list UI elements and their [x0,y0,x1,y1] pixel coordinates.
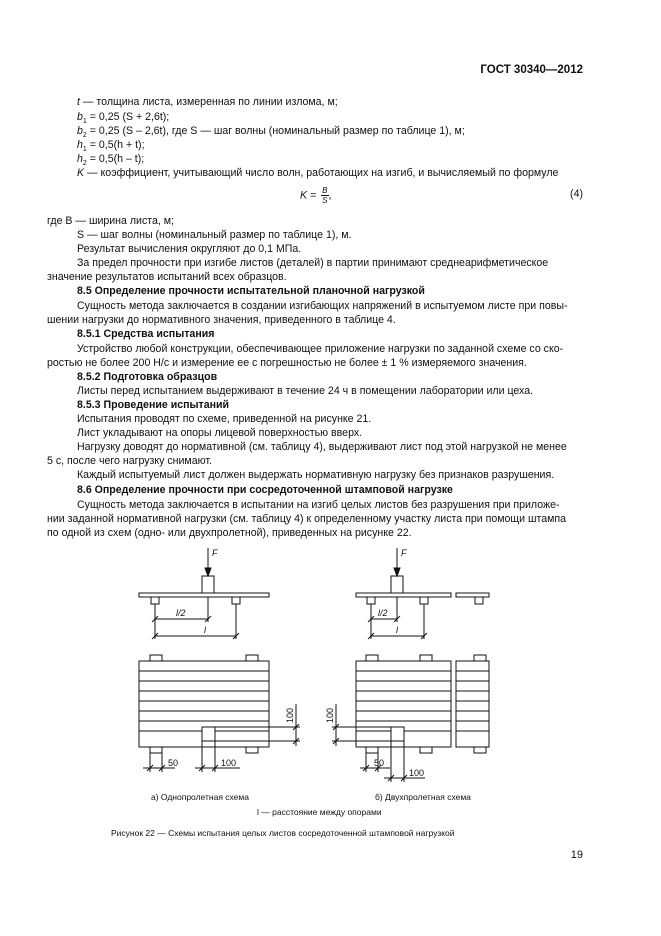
section-8-5-3-title: 8.5.3 Проведение испытаний [77,399,230,411]
rounding: Результат вычисления округляют до 0,1 МПа. [77,243,302,255]
page-number: 19 [570,849,583,861]
scheme-b-label: б) Двухпролетная схема [375,792,471,802]
scheme-a-label: а) Однопролетная схема [151,792,249,802]
formula-number: (4) [570,188,583,200]
def-t: t — толщина листа, измеренная по линии излома, м; [77,96,338,108]
def-k: K — коэффициент, учитывающий число волн, работающих на изгиб, и вычисляемый по формуле [77,167,559,179]
span-label-a: l [204,625,206,635]
s851-line-2: ростью не более 200 Н/с и измерение ее с погрешностью не более ± 1 % измеряемого значения. [47,357,527,369]
s853-line-3: Нагрузку доводят до нормативной (см. таблицу 4), выдерживают лист под этой нагрузкой не менее [77,441,567,453]
section-8-5-title: 8.5 Определение прочности испытательной планочной нагрузкой [77,285,425,297]
dim-100-b: 100 [409,768,425,778]
formula-lhs: K = [300,189,317,202]
s85-line-2: шении нагрузки до нормативного значения, приведенного в таблице 4. [47,314,396,326]
scheme-b [332,548,489,782]
formula-denominator: S [322,196,328,205]
half-span-label-a: l/2 [176,608,186,618]
arrowhead-icon [205,568,211,576]
support-left-b [367,597,375,604]
figure-caption: Рисунок 22 — Схемы испытания целых листов сосредоточенной штамповой нагрузкой [111,828,455,838]
punch-a [202,576,214,593]
s852-line-1: Листы перед испытанием выдерживают в течение 24 ч в помещении лаборатории или цеха. [77,385,534,397]
def-h1: $h_1 = 0,5(h + t)$; [77,139,145,154]
support-mid-b [420,597,428,604]
s85-line-1: Сущность метода заключается в создании изгибающих напряжений в испытуемом листе при повы- [77,300,568,312]
sheet-side-a [139,593,269,597]
half-span-label-b: l/2 [378,608,388,618]
support-right-b [475,597,483,604]
dim-50-a: 50 [168,758,179,768]
s853-line-4: 5 с, после чего нагрузку снимают. [47,455,212,467]
scheme-a [139,548,300,772]
figure-legend: l — расстояние между опорами [257,807,382,817]
where-b: где B — ширина листа, м; [47,215,174,227]
force-label-b: F [401,548,407,558]
sheet-side-b [356,593,451,597]
punch-b [391,576,403,593]
dim-100-vertical-a: 100 [285,707,295,723]
arrowhead-icon [394,568,400,576]
force-label-a: F [212,548,218,558]
where-s: S — шаг волны (номинальный размер по таблице 1), м. [77,229,352,241]
section-8-6-title: 8.6 Определение прочности при сосредоточенной штамповой нагрузке [77,484,453,496]
limit-line-2: значение результатов испытаний всех образцов. [47,271,287,283]
formula-numerator: B [322,186,328,195]
stamp-a [202,727,215,741]
dim-100-vertical-b: 100 [325,707,335,723]
section-8-5-2-title: 8.5.2 Подготовка образцов [77,371,218,383]
support-left-a [151,597,159,604]
def-b1: $b_1 = 0,25$ (S + 2,6t); [77,111,170,126]
s86-line-3: по одной из схем (одно- или двухпролетной), приведенных на рисунке 22. [47,527,412,539]
dim-100-a: 100 [221,758,237,768]
s86-line-1: Сущность метода заключается в испытании на изгиб целых листов без разрушения при приложе- [77,499,560,511]
s853-line-2: Лист укладывают на опоры лицевой поверхностью вверх. [77,427,363,439]
document-id: ГОСТ 30340—2012 [480,64,583,76]
s851-line-1: Устройство любой конструкции, обеспечивающее приложение нагрузки по заданной схеме со ско- [77,343,564,355]
span-label-b: l [396,625,398,635]
s853-line-1: Испытания проводят по схеме, приведенной на рисунке 21. [77,413,372,425]
section-8-5-1-title: 8.5.1 Средства испытания [77,328,215,340]
s853-line-5: Каждый испытуемый лист должен выдержать нормативную нагрузку без признаков разрушения. [77,469,555,481]
def-b2: $b_2 = 0,25$ (S – 2,6t), где S — шаг волны (номинальный размер по таблице 1), м; [77,125,465,140]
dim-50-b: 50 [374,758,385,768]
support-right-a [232,597,240,604]
formula-tail: , [328,189,332,202]
stamp-b [391,727,404,741]
limit-line-1: За предел прочности при изгибе листов (деталей) в партии принимают среднеарифметическое [77,257,549,269]
s86-line-2: нии заданной нормативной нагрузки (см. таблицу 4) к определенному участку листа при помощи штампа [47,513,566,525]
def-h2: $h_2 = 0,5(h - t)$; [77,153,145,168]
